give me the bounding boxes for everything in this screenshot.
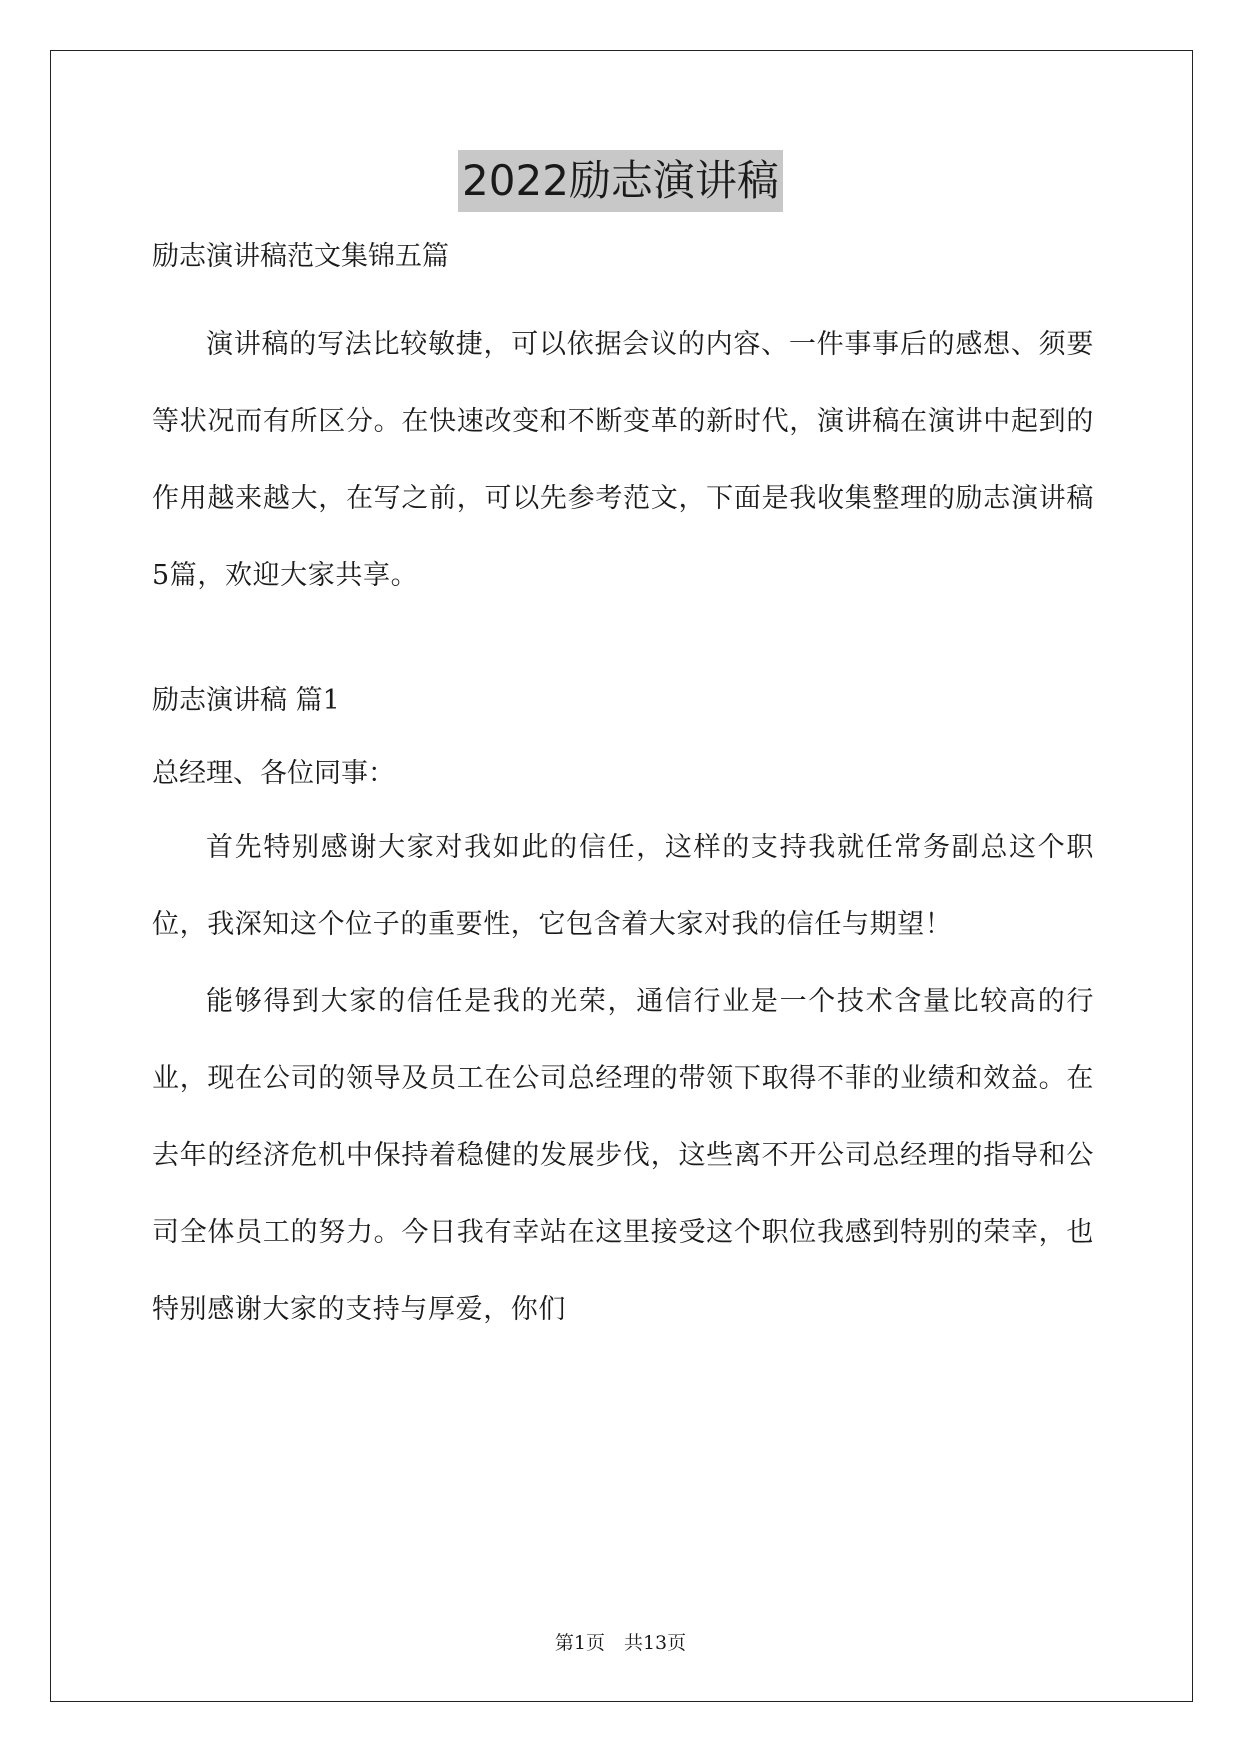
page-footer: 第1页 共13页 xyxy=(554,1632,687,1654)
paragraph-2: 能够得到大家的信任是我的光荣，通信行业是一个技术含量比较高的行业，现在公司的领导及员工在公司总经理的带领下取得不菲的业绩和效益。在去年的经济危机中保持着稳健的发展步伐，这些离不开公司总经理的指导和公司全体员工的努力。今日我有幸站在这里接受这个职位我感到特别的荣幸，也特别感谢大家的支持与厚爱，你们 xyxy=(152,986,1094,1325)
intro-paragraph: 演讲稿的写法比较敏捷，可以依据会议的内容、一件事事后的感想、须要等状况而有所区分。在快速改变和不断变革的新时代，演讲稿在演讲中起到的作用越来越大，在写之前，可以先参考范文，下面是我收集整理的励志演讲稿5篇，欢迎大家共享。 xyxy=(152,329,1094,591)
salutation: 总经理、各位同事： xyxy=(152,758,395,789)
document-subtitle: 励志演讲稿范文集锦五篇 xyxy=(152,241,449,272)
document-title: 2022励志演讲稿 xyxy=(458,150,783,212)
paragraph-1: 首先特别感谢大家对我如此的信任，这样的支持我就任常务副总这个职位，我深知这个位子的重要性，它包含着大家对我的信任与期望！ xyxy=(152,832,1094,940)
document-body xyxy=(152,238,1094,1348)
section-heading: 励志演讲稿 篇1 xyxy=(152,685,340,716)
title-wrap xyxy=(0,150,1241,212)
